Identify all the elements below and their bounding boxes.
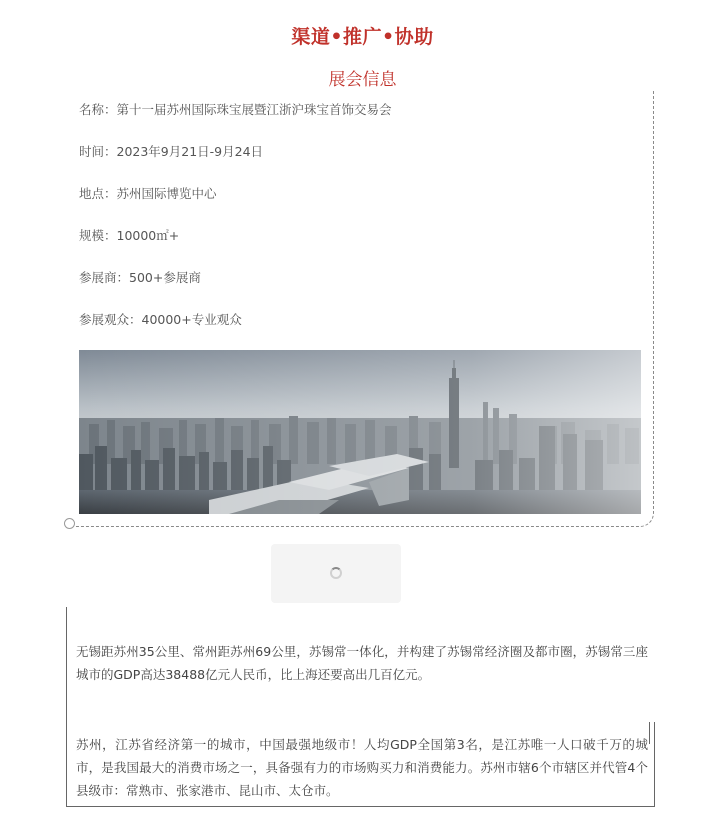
city-skyline-photo — [79, 350, 641, 514]
card-corner-dot — [64, 518, 75, 529]
info-time: 时间：2023年9月21日-9月24日 — [79, 144, 264, 159]
text-frame-tick — [649, 722, 650, 744]
info-exhibitors: 参展商：500+参展商 — [79, 270, 201, 285]
info-scale: 规模：10000㎡+ — [79, 228, 180, 243]
text-frame-left-border — [66, 607, 67, 807]
text-frame-right-border — [654, 722, 655, 807]
page-title: 渠道•推广•协助 — [291, 26, 434, 48]
info-visitors: 参展观众：40000+专业观众 — [79, 312, 242, 327]
section-title: 展会信息 — [328, 70, 397, 90]
loading-spinner-icon — [330, 567, 342, 579]
text-frame-bottom-border — [66, 806, 654, 807]
paragraph-economic-circle: 无锡距苏州35公里、常州距苏州69公里，苏锡常一体化，并构建了苏锡常经济圈及都市圈，苏锡常三座城市的GDP高达38488亿元人民币，比上海还要高出几百亿元。 — [76, 644, 648, 682]
info-name: 名称：第十一届苏州国际珠宝展暨江浙沪珠宝首饰交易会 — [79, 102, 392, 117]
info-location: 地点：苏州国际博览中心 — [79, 186, 217, 201]
paragraph-suzhou-intro: 苏州，江苏省经济第一的城市，中国最强地级市！人均GDP全国第3名，是江苏唯一人口破千万的城市，是我国最大的消费市场之一，具备强有力的市场购买力和消费能力。苏州市辖6个市辖区并代管4个县级市：常熟市、张家港市、昆山市、太仓市。 — [76, 737, 648, 798]
loading-placeholder — [271, 544, 401, 603]
